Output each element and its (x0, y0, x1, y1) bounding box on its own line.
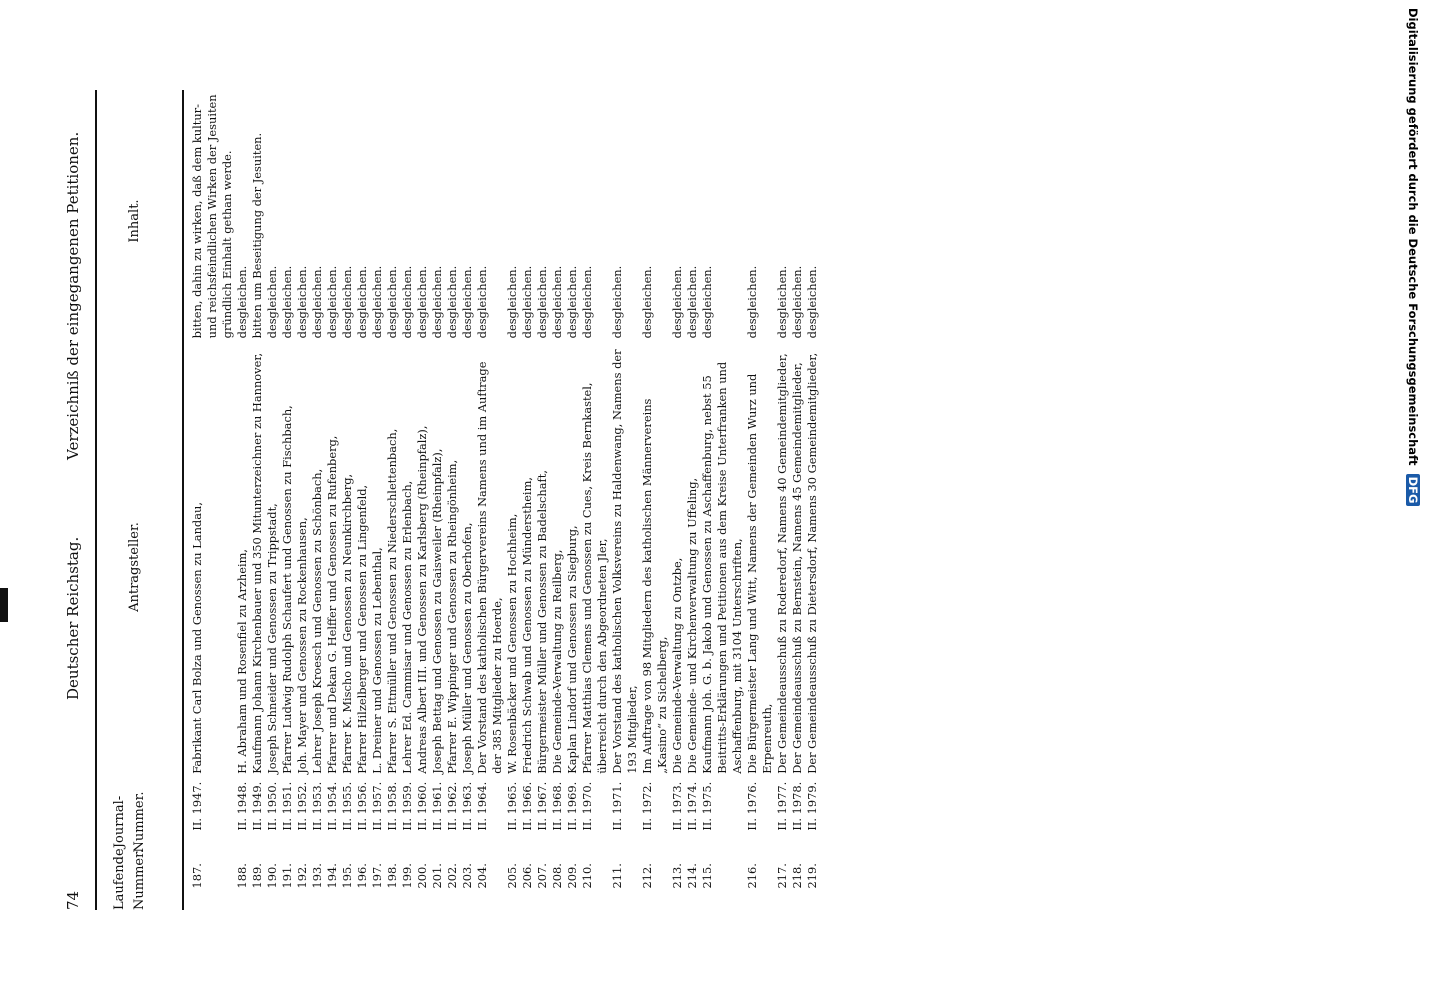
table-row (235, 90, 250, 910)
dfg-funding-notice (1406, 8, 1420, 506)
lfd-cell: 195. (340, 863, 354, 889)
table-row (355, 90, 370, 910)
antragsteller-cell: Kaufmann Johann Kirchenbauer und 350 Mitunterzeichner zu Hannover, (250, 352, 264, 774)
inhalt-cell: desgleichen. (370, 265, 384, 339)
inhalt-cell: desgleichen. (400, 265, 414, 339)
journal-cell: II. 1960. (415, 781, 429, 831)
lfd-cell: 190. (265, 863, 279, 889)
inhalt-cell: desgleichen. (235, 265, 249, 339)
inhalt-cell: desgleichen. (550, 265, 564, 339)
table-row (445, 90, 460, 910)
antragsteller-cell: Der Vorstand des katholischen Volksvereins zu Haldenwang, Namens der 193 Mitglieder, (610, 349, 639, 774)
dfg-funding-text: Digitalisierung gefördert durch die Deutsche Forschungsgemeinschaft (1406, 8, 1420, 466)
inhalt-cell: desgleichen. (700, 265, 714, 339)
table-row (685, 90, 700, 910)
journal-cell: II. 1978. (790, 781, 804, 831)
table-row (535, 90, 550, 910)
table-row (340, 90, 355, 910)
lfd-cell: 198. (385, 863, 399, 889)
inhalt-cell: desgleichen. (475, 265, 489, 339)
table-row (520, 90, 535, 910)
table-row (370, 90, 385, 910)
antragsteller-cell: Der Gemeindeausschuß zu Bernstein, Namens 45 Gemeindemitglieder, (790, 362, 804, 774)
table-row (325, 90, 340, 910)
inhalt-cell: desgleichen. (535, 265, 549, 339)
inhalt-cell: desgleichen. (775, 265, 789, 339)
journal-cell: II. 1974. (685, 781, 699, 831)
table-row (415, 90, 430, 910)
journal-cell: II. 1965. (505, 781, 519, 831)
inhalt-cell: desgleichen. (415, 265, 429, 339)
journal-cell: II. 1977. (775, 781, 789, 831)
antragsteller-cell: Andreas Albert III. und Genossen zu Karlsberg (Rheinpfalz), (415, 425, 429, 774)
lfd-cell: 205. (505, 863, 519, 889)
inhalt-cell: desgleichen. (685, 265, 699, 339)
journal-cell: II. 1968. (550, 781, 564, 831)
lfd-cell: 203. (460, 863, 474, 889)
antragsteller-cell: Joseph Müller und Genossen zu Oberhofen, (460, 522, 474, 774)
table-row (400, 90, 415, 910)
journal-cell: II. 1958. (385, 781, 399, 831)
antragsteller-cell: Lehrer Joseph Kroesch und Genossen zu Schönbach, (310, 468, 324, 774)
inhalt-cell: desgleichen. (745, 265, 759, 339)
inhalt-cell: desgleichen. (325, 265, 339, 339)
antragsteller-cell: Im Auftrage von 98 Mitgliedern des katholischen Männervereins „Kasino“ zu Sichelberg, (640, 398, 669, 774)
antragsteller-cell: Joseph Bettag und Genossen zu Gaisweiler (Rheinpfalz), (430, 448, 444, 774)
inhalt-cell: desgleichen. (295, 265, 309, 339)
journal-cell: II. 1975. (700, 781, 714, 831)
journal-cell: II. 1947. (190, 781, 204, 831)
antragsteller-cell: Der Vorstand des katholischen Bürgervereins Namens und im Auftrage der 385 Mitglieder zu Hoerde, (475, 361, 504, 774)
table-row (280, 90, 295, 910)
table-row (295, 90, 310, 910)
table-row (610, 90, 640, 910)
table-row (550, 90, 565, 910)
journal-cell: II. 1971. (610, 781, 624, 831)
inhalt-cell: desgleichen. (505, 265, 519, 339)
journal-cell: II. 1948. (235, 781, 249, 831)
table-row (580, 90, 610, 910)
column-header-inhalt: Inhalt. (127, 199, 142, 243)
lfd-cell: 204. (475, 863, 489, 889)
inhalt-cell: bitten, dahin zu wirken, daß dem kultur- und reichsfeindlichen Wirken der Jesuiten gründlich Einhalt gethan werde. (190, 94, 234, 339)
journal-cell: II. 1967. (535, 781, 549, 831)
petition-table-body (190, 90, 820, 910)
column-header-lfd: Laufende Nummer. (112, 848, 147, 910)
lfd-cell: 193. (310, 863, 324, 889)
inhalt-cell: desgleichen. (805, 265, 819, 339)
journal-cell: II. 1972. (640, 781, 654, 831)
lfd-cell: 200. (415, 863, 429, 889)
lfd-cell: 219. (805, 863, 819, 889)
table-row (505, 90, 520, 910)
antragsteller-cell: Pfarrer K. Mischo und Genossen zu Neunkirchberg, (340, 473, 354, 774)
inhalt-cell: desgleichen. (310, 265, 324, 339)
antragsteller-cell: Pfarrer Ludwig Rudolph Schaufert und Genossen zu Fischbach, (280, 405, 294, 774)
lfd-cell: 194. (325, 863, 339, 889)
table-row (310, 90, 325, 910)
lfd-cell: 207. (535, 863, 549, 889)
antragsteller-cell: Kaufmann Joh. G. b. Jakob und Genossen zu Aschaffenburg, nebst 55 Beitritts-Erklärungen und Petitionen aus dem Kreise Unterfranken und Aschaffenburg, mit 3104 Unterschriften, (700, 361, 744, 774)
journal-cell: II. 1970. (580, 781, 594, 831)
inhalt-cell: desgleichen. (280, 265, 294, 339)
antragsteller-cell: Lehrer Ed. Cammisar und Genossen zu Erlenbach, (400, 480, 414, 774)
column-header-antragsteller: Antragsteller. (127, 522, 142, 612)
antragsteller-cell: W. Rosenbäcker und Genossen zu Hochheim, (505, 513, 519, 774)
antragsteller-cell: Die Gemeinde-Verwaltung zu Ontzbe, (670, 557, 684, 774)
antragsteller-cell: Pfarrer und Dekan G. Helffer und Genossen zu Rufenberg, (325, 435, 339, 774)
lfd-cell: 199. (400, 863, 414, 889)
header-bottom-rule (182, 90, 184, 910)
lfd-cell: 188. (235, 863, 249, 889)
lfd-cell: 189. (250, 863, 264, 889)
antragsteller-cell: Die Gemeinde- und Kirchenverwaltung zu Uffeling, (685, 477, 699, 774)
journal-cell: II. 1951. (280, 781, 294, 831)
table-row (775, 90, 790, 910)
journal-cell: II. 1961. (430, 781, 444, 831)
lfd-cell: 197. (370, 863, 384, 889)
inhalt-cell: bitten um Beseitigung der Jesuiten. (250, 132, 264, 339)
lfd-cell: 213. (670, 863, 684, 889)
journal-cell: II. 1952. (295, 781, 309, 831)
lfd-cell: 192. (295, 863, 309, 889)
inhalt-cell: desgleichen. (265, 265, 279, 339)
inhalt-cell: desgleichen. (385, 265, 399, 339)
journal-cell: II. 1964. (475, 781, 489, 831)
lfd-cell: 214. (685, 863, 699, 889)
antragsteller-cell: Friedrich Schwab und Genossen zu Münderstheim, (520, 477, 534, 774)
lfd-cell: 187. (190, 863, 204, 889)
inhalt-cell: desgleichen. (670, 265, 684, 339)
table-row (745, 90, 775, 910)
journal-cell: II. 1962. (445, 781, 459, 831)
lfd-cell: 218. (790, 863, 804, 889)
lfd-cell: 206. (520, 863, 534, 889)
table-row (565, 90, 580, 910)
antragsteller-cell: Kaplan Lindorf und Genossen zu Siegburg, (565, 525, 579, 774)
table-row (460, 90, 475, 910)
antragsteller-cell: Bürgermeister Müller und Genossen zu Badelschaft, (535, 470, 549, 774)
table-row (190, 90, 235, 910)
antragsteller-cell: Joseph Schneider und Genossen zu Trippstadt, (265, 503, 279, 774)
inhalt-cell: desgleichen. (640, 265, 654, 339)
journal-cell: II. 1955. (340, 781, 354, 831)
journal-cell: II. 1954. (325, 781, 339, 831)
journal-cell: II. 1950. (265, 781, 279, 831)
lfd-cell: 202. (445, 863, 459, 889)
antragsteller-cell: Fabrikant Carl Bolza und Genossen zu Landau, (190, 502, 204, 774)
table-row (475, 90, 505, 910)
table-row (670, 90, 685, 910)
dfg-logo: DFG (1406, 474, 1420, 507)
scan-edge-mark (0, 588, 8, 622)
lfd-cell: 211. (610, 863, 624, 889)
antragsteller-cell: Der Gemeindeausschuß zu Roderedorf, Namens 40 Gemeindemitglieder, (775, 353, 789, 774)
antragsteller-cell: Pfarrer Hilzelberger und Genossen zu Lingenfeld, (355, 484, 369, 774)
running-title: Deutscher Reichstag. (64, 536, 82, 700)
journal-cell: II. 1957. (370, 781, 384, 831)
lfd-cell: 208. (550, 863, 564, 889)
journal-cell: II. 1976. (745, 781, 759, 831)
lfd-cell: 196. (355, 863, 369, 889)
inhalt-cell: desgleichen. (445, 265, 459, 339)
table-row (790, 90, 805, 910)
antragsteller-cell: Die Gemeinde-Verwaltung zu Reilberg, (550, 549, 564, 774)
lfd-cell: 209. (565, 863, 579, 889)
header-top-rule (95, 90, 97, 910)
table-row (700, 90, 745, 910)
journal-cell: II. 1963. (460, 781, 474, 831)
column-header-journal: Journal-Nummer. (112, 791, 147, 853)
inhalt-cell: desgleichen. (520, 265, 534, 339)
lfd-cell: 216. (745, 863, 759, 889)
petition-table (190, 90, 820, 910)
lfd-cell: 191. (280, 863, 294, 889)
lfd-cell: 217. (775, 863, 789, 889)
journal-cell: II. 1959. (400, 781, 414, 831)
antragsteller-cell: H. Abraham und Rosenfiel zu Arzheim, (235, 548, 249, 774)
journal-cell: II. 1966. (520, 781, 534, 831)
table-row (265, 90, 280, 910)
antragsteller-cell: Pfarrer Matthias Clemens und Genossen zu Cues, Kreis Bernkastel, überreicht durch den Abgeordneten Jler, (580, 382, 609, 774)
journal-cell: II. 1953. (310, 781, 324, 831)
table-row (640, 90, 670, 910)
lfd-cell: 215. (700, 863, 714, 889)
journal-cell: II. 1949. (250, 781, 264, 831)
lfd-cell: 201. (430, 863, 444, 889)
table-row (250, 90, 265, 910)
inhalt-cell: desgleichen. (340, 265, 354, 339)
inhalt-cell: desgleichen. (430, 265, 444, 339)
inhalt-cell: desgleichen. (565, 265, 579, 339)
journal-cell: II. 1979. (805, 781, 819, 831)
antragsteller-cell: Der Gemeindeausschuß zu Dietersdorf, Namens 30 Gemeindemitglieder, (805, 352, 819, 774)
inhalt-cell: desgleichen. (355, 265, 369, 339)
lfd-cell: 210. (580, 863, 594, 889)
list-title: Verzeichniß der eingegangenen Petitionen. (64, 131, 82, 460)
inhalt-cell: desgleichen. (580, 265, 594, 339)
antragsteller-cell: Pfarrer E. Wippinger und Genossen zu Rheingönheim, (445, 459, 459, 774)
page-number: 74 (64, 890, 82, 910)
antragsteller-cell: Die Bürgermeister Lang und Witt, Namens der Gemeinden Wurz und Erpenreuth, (745, 373, 774, 774)
inhalt-cell: desgleichen. (610, 265, 624, 339)
journal-cell: II. 1973. (670, 781, 684, 831)
antragsteller-cell: Pfarrer S. Ettmüller und Genossen zu Niederschlettenbach, (385, 428, 399, 774)
lfd-cell: 212. (640, 863, 654, 889)
journal-cell: II. 1956. (355, 781, 369, 831)
journal-cell: II. 1969. (565, 781, 579, 831)
table-row (385, 90, 400, 910)
inhalt-cell: desgleichen. (460, 265, 474, 339)
antragsteller-cell: L. Dreiner und Genossen zu Lebenthal, (370, 547, 384, 774)
inhalt-cell: desgleichen. (790, 265, 804, 339)
antragsteller-cell: Joh. Mayer und Genossen zu Rockenhausen, (295, 517, 309, 774)
table-row (805, 90, 820, 910)
table-row (430, 90, 445, 910)
